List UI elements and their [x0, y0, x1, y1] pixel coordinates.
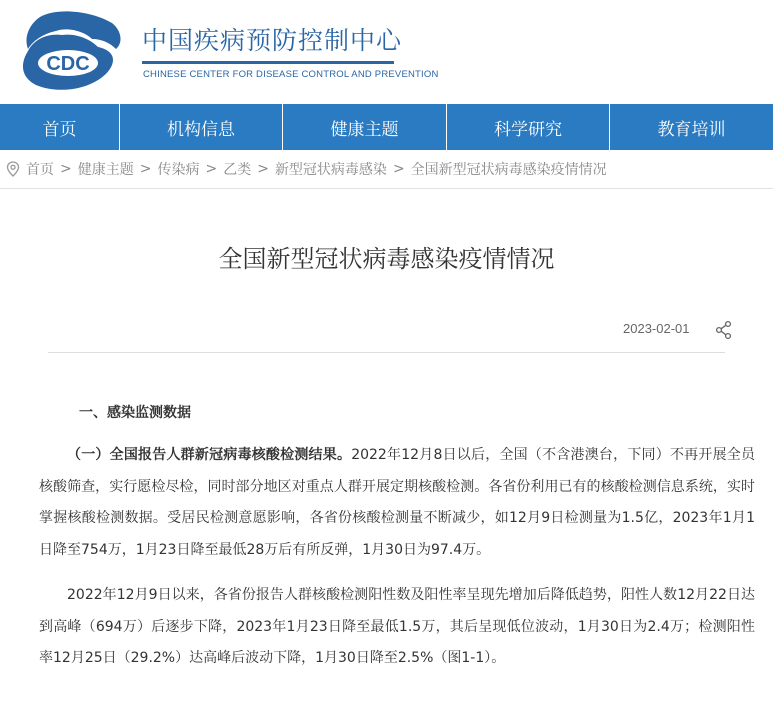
meta-divider: [48, 352, 725, 353]
breadcrumb-class-b[interactable]: 乙类: [223, 162, 252, 178]
paragraph-1-lead: （一）全国报告人群新冠病毒核酸检测结果。: [67, 447, 352, 463]
paragraph-2: [39, 580, 755, 675]
breadcrumb-separator: >: [139, 161, 152, 177]
location-pin-icon: [6, 161, 20, 177]
nav-item-research[interactable]: 科学研究: [447, 104, 610, 150]
breadcrumb-infectious-disease[interactable]: 传染病: [157, 162, 200, 178]
breadcrumb-home[interactable]: 首页: [26, 162, 54, 178]
paragraph-2-text: 2022年12月9日以来，各省份报告人群核酸检测阳性数及阳性率呈现先增加后降低趋势，阳性人数12月22日达到高峰（694万）后逐步下降，2023年1月23日降至最低1.5万，其后呈现低位波动，1月30日为2.4万；检测阳性率12月25日（29.2%）达高峰后波动下降，1月30日降至2.5%（图1-1）。: [39, 587, 755, 666]
breadcrumb-current: 全国新型冠状病毒感染疫情情况: [410, 162, 607, 178]
nav-item-education[interactable]: 教育培训: [657, 119, 726, 140]
site-header: [0, 0, 773, 104]
article-meta: [0, 318, 773, 342]
share-icon[interactable]: [715, 320, 733, 340]
paragraph-1-text: 2022年12月8日以后，全国（不含港澳台，下同）不再开展全员核酸筛查，实行愿检尽检，同时部分地区对重点人群开展定期核酸检测。各省份利用已有的核酸检测信息系统，实时掌握核酸检测数据。受居民检测意愿影响，各省份核酸检测量不断减少，如12月9日检测量为1.5亿，2023年1月1日降至754万，1月23日降至最低28万后有所反弹，1月30日为97.4万。: [39, 447, 756, 558]
site-subtitle: CHINESE CENTER FOR DISEASE CONTROL AND PREVENTION: [143, 69, 439, 80]
nav-item-institution[interactable]: 机构信息: [120, 104, 283, 150]
breadcrumb-separator: >: [205, 161, 218, 177]
breadcrumb-covid[interactable]: 新型冠状病毒感染: [274, 162, 387, 178]
breadcrumb-separator: >: [60, 161, 72, 177]
site-title: 中国疾病预防控制中心: [142, 26, 403, 55]
paragraph-1: [39, 440, 755, 566]
nav-item-health-topics[interactable]: 健康主题: [283, 104, 447, 150]
logo-text: CDC: [46, 53, 90, 75]
title-rule: [142, 61, 394, 64]
breadcrumb-separator: >: [392, 161, 405, 177]
article-body: [39, 398, 755, 689]
nav-item-home[interactable]: 首页: [0, 104, 120, 150]
section-heading: 一、感染监测数据: [79, 405, 191, 421]
breadcrumb: [0, 150, 773, 189]
main-nav: [0, 104, 773, 150]
breadcrumb-separator: >: [257, 161, 269, 177]
publish-date: 2023-02-01: [623, 321, 690, 336]
cdc-logo[interactable]: [12, 9, 124, 99]
breadcrumb-health-topics[interactable]: 健康主题: [77, 162, 134, 178]
article-title: 全国新型冠状病毒感染疫情情况: [218, 245, 555, 273]
